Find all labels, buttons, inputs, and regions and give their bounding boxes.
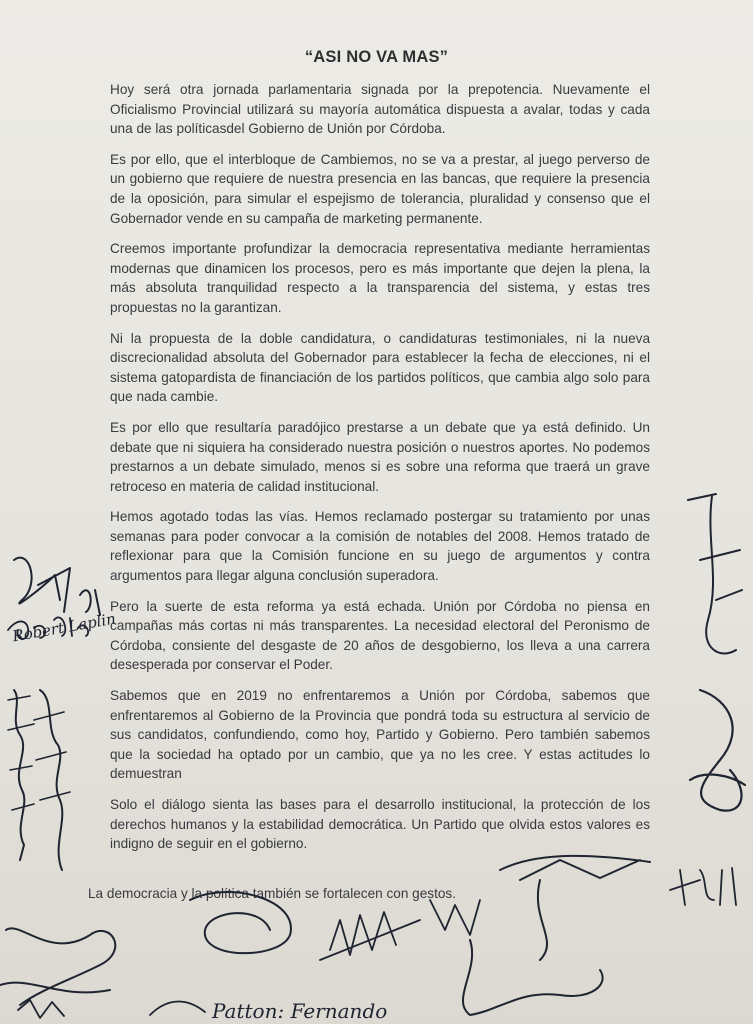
signature-text-fernando: Patton: Fernando (212, 999, 388, 1023)
paragraph: Ni la propuesta de la doble candidatura, o candidaturas testimoniales, ni la nueva discrecionalidad absoluta del Gobernador para establecer la fecha de elecciones, ni el sistema gatopardista de financiación de los partidos políticos, que cambia algo solo para que nada cambie. (110, 330, 650, 405)
paragraph: Hoy será otra jornada parlamentaria signada por la prepotencia. Nuevamente el Oficialismo Provincial utilizará su mayoría automática dispuesta a avalar, todas y cada una de las políticasdel Gobierno de Unión por Córdoba. (110, 82, 650, 137)
document-title: “ASI NO VA MAS” (304, 48, 449, 66)
document-body (110, 80, 650, 865)
signature-bottom-right (430, 856, 650, 1015)
paragraph: Sabemos que en 2019 no enfrentaremos a Unión por Córdoba, sabemos que enfrentaremos al Gobierno de la Provincia que pondrá toda su estructura al servicio de sus candidatos, confundiendo, como hoy, Partido y Gobierno. Pero también sabemos que la sociedad ha optado por un cambio, que ya no les cree. Y estas actitudes lo demuestran (110, 688, 650, 782)
signature-text-robert: Robert Laplin (11, 609, 118, 646)
signature-bottom-center (150, 892, 420, 1023)
paragraph: Creemos importante profundizar la democracia representativa mediante herramientas modernas que dinamicen los procesos, pero es más importante que dejen la plena, la más absoluta tranquilidad respecto a la transparencia del sistema, y estas tres propuestas no la garantizan. (110, 241, 650, 315)
paragraph: Solo el diálogo sienta las bases para el desarrollo institucional, la protección de los derechos humanos y la estabilidad democrática. Un Partido que olvida estos valores es indigno de seguir en el gobierno. (110, 797, 650, 852)
paragraph: Es por ello que resultaría paradójico prestarse a un debate que ya está definido. Un debate que ni siquiera ha considerado nuestra posición o nuestros aportes. No podemos prestarnos a un debate simulado, menos si es sobre una reforma que traerá un grave retroceso en materia de calidad institucional. (110, 419, 650, 494)
closing-line: La democracia y la política también se fortalecen con gestos. (88, 886, 456, 901)
signature-bottom-left (0, 928, 115, 1018)
paragraph: Hemos agotado todas las vías. Hemos reclamado postergar su tratamiento por unas semanas para poder convocar a la comisión de notables del 2008. Hemos tratado de reflexionar para que la Comisión funcione en su juego de argumentos y contra argumentos para llegar alguna conclusión superadora. (110, 509, 650, 584)
signature-right-middle (670, 690, 745, 905)
paragraph: Pero la suerte de esta reforma ya está echada. Unión por Córdoba no piensa en campañas más cortas ni más transparentes. La necesidad electoral del Peronismo de Córdoba, consiente del desgaste de 20 años de desgobierno, los lleva a una carrera desesperada por conservar el Poder. (110, 598, 650, 673)
paragraph: Es por ello, que el interbloque de Cambiemos, no se va a prestar, al juego perverso de un gobierno que requiere de nuestra presencia en las bancas, que requiere la presencia de la oposición, para simular el espejismo de tolerancia, pluralidad y consenso que el Gobernador vende en su campaña de marketing permanente. (110, 151, 650, 226)
signature-left-vertical (8, 690, 70, 870)
signature-left-top (8, 558, 117, 646)
signature-right-top (688, 494, 742, 653)
